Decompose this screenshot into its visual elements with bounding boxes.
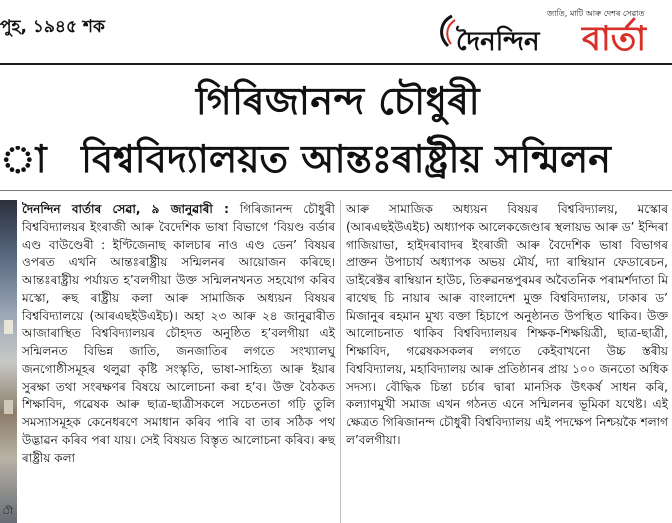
- article-body-left: গিৰিজানন্দ চৌধুৰী বিশ্ববিদ্যালয়ৰ ইংৰাজী আৰু বৈদেশিক ভাষা বিভাগে ‘বিয়ণ্ড বৰ্ডাৰ এণ্ড বাউণ্ডেৰী : ইণ্টিজেনাছ কালচাৰ নাও এণ্ড ডেন’ বিষয়ৰ ওপৰত এখনি আন্তঃৰাষ্ট্ৰীয় সন্মিলনৰ আয়োজন কৰিছে। আন্তঃৰাষ্ট্ৰীয় পৰ্যায়ত হ’বলগীয়া উক্ত সন্মিলনখনত সহযোগ কৰিব মস্কো, ৰুছ ৰাষ্ট্ৰীয় কলা আৰু সামাজিক অধ্যয়ন বিষয়ৰ বিশ্ববিদ্যালয়ে (আৰএছইউএইচ)। অহা ২৩ আৰু ২৪ জানুৱাৰীত আজাৰাস্থিত বিশ্ববিদ্যালয়ৰ চৌহদত অনুষ্ঠিত হ’বলগীয়া এই সন্মিলনত বিভিন্ন জাতি, জনজাতিৰ লগতে সংখ্যালঘু জনগোষ্ঠীসমূহৰ থলুৱা কৃষ্টি সংস্কৃতি, ভাষা-সাহিত্য আৰু ইয়াৰ সুৰক্ষা তথা সংৰক্ষণৰ বিষয়ে আলোচনা কৰা হ’ব। উক্ত বৈঠকত শিক্ষাবিদ, গৱেষক আৰু ছাত্ৰ-ছাত্ৰীসকলে সচেতনতা গঢ়ি তুলি সমস্যাসমূহক কেনেধৰণে সমাধান কৰিব পাৰি বা তাৰ সঠিক পথ উদ্ভাৱন কৰিব পৰা যায়। সেই বিষয়ত বিস্তৃত আলোচনা কৰিব। ৰুছ ৰাষ্ট্ৰীয় কলা: [22, 202, 335, 465]
- masthead-swoosh-icon: [436, 14, 456, 48]
- article-dateline: দৈনন্দিন বাৰ্তাৰ সেৱা, ৯ জানুৱাৰী :: [22, 202, 229, 216]
- page-date: পুহ, ১৯৪৫ শক: [0, 17, 105, 37]
- photo-caption-fragment: ী: [2, 507, 14, 517]
- headline-rule: [0, 190, 672, 191]
- headline-line-1: গিৰিজানন্দ চৌধুৰী: [195, 79, 481, 123]
- headline-line-2: বিশ্ববিদ্যালয়ত আন্তঃৰাষ্ট্ৰীয় সন্মিলন: [81, 137, 611, 181]
- masthead-tagline: জাতি, মাটি আৰু দেশৰ সেৱাত: [547, 9, 645, 18]
- header-rule: [0, 63, 672, 65]
- article-column-right: [346, 201, 668, 450]
- masthead-name-red: বাৰ্তা: [582, 19, 647, 59]
- masthead-name-black: দৈনন্দিন: [456, 27, 540, 57]
- article-body-right: আৰু সামাজিক অধ্যয়ন বিষয়ৰ বিশ্ববিদ্যালয়, মস্কোৰ (আৰএছইউএইচ) অধ্যাপক আলেকজেণ্ডাৰ স্থলায়ভ আৰু ড’ ইন্দিৰা গাজিয়াভা, হাইদৰাবাদৰ ইংৰাজী আৰু বৈদেশিক ভাষা বিভাগৰ প্ৰাক্তন উপাচাৰ্য অধ্যাপক অভয় মৌৰ্য, দ্যা ৰাম্বিয়ান ফেডাৰেচন, ডাইৰেক্টৰ ৰাম্বিয়ান হাউচ, তিৰুৱনন্তপুৰমৰ অবৈতনিক পৰামৰ্শদাতা মি ৰাথেছ চি নায়াৰ আৰু বাংলাদেশ মুক্ত বিশ্ববিদ্যালয়, ঢাকাৰ ড’ মিজানুৰ ৰহমান মুখ্য বক্তা হিচাপে অনুষ্ঠানত উপস্থিত থাকিব। উক্ত আলোচনাত থাকিব বিশ্ববিদ্যালয়ৰ শিক্ষক-শিক্ষয়িত্ৰী, ছাত্ৰ-ছাত্ৰী, শিক্ষাবিদ, গৱেষকসকলৰ লগতে কেইবাখনো উচ্চ স্তৰীয় বিশ্ববিদ্যালয়, মহাবিদ্যালয় আৰু প্ৰতিষ্ঠানৰ প্ৰায় ১০০ জনতো অধিক সদস্য। বৌদ্ধিক চিন্তা চৰ্চাৰ দ্বাৰা মানসিক উৎকৰ্ষ সাধন কৰি, কল্যাণমুখী সমাজ এখন গঠনত এনে সন্মিলনৰ ভূমিকা যথেষ্ট। এই ক্ষেত্ৰত গিৰিজানন্দ চৌধুৰী বিশ্ববিদ্যালয় এই পদক্ষেপ নিশ্চয়কৈ শলাগ ল’বলগীয়া।: [346, 202, 668, 447]
- newspaper-masthead: [432, 8, 668, 60]
- photo-detail: [4, 400, 13, 414]
- article-column-left: [22, 201, 335, 467]
- photo-detail: [4, 320, 13, 334]
- adjacent-photo: [0, 200, 17, 523]
- article-paragraph-left: [22, 201, 335, 467]
- adjacent-headline-fragment: া: [0, 137, 47, 181]
- column-divider: [340, 200, 341, 523]
